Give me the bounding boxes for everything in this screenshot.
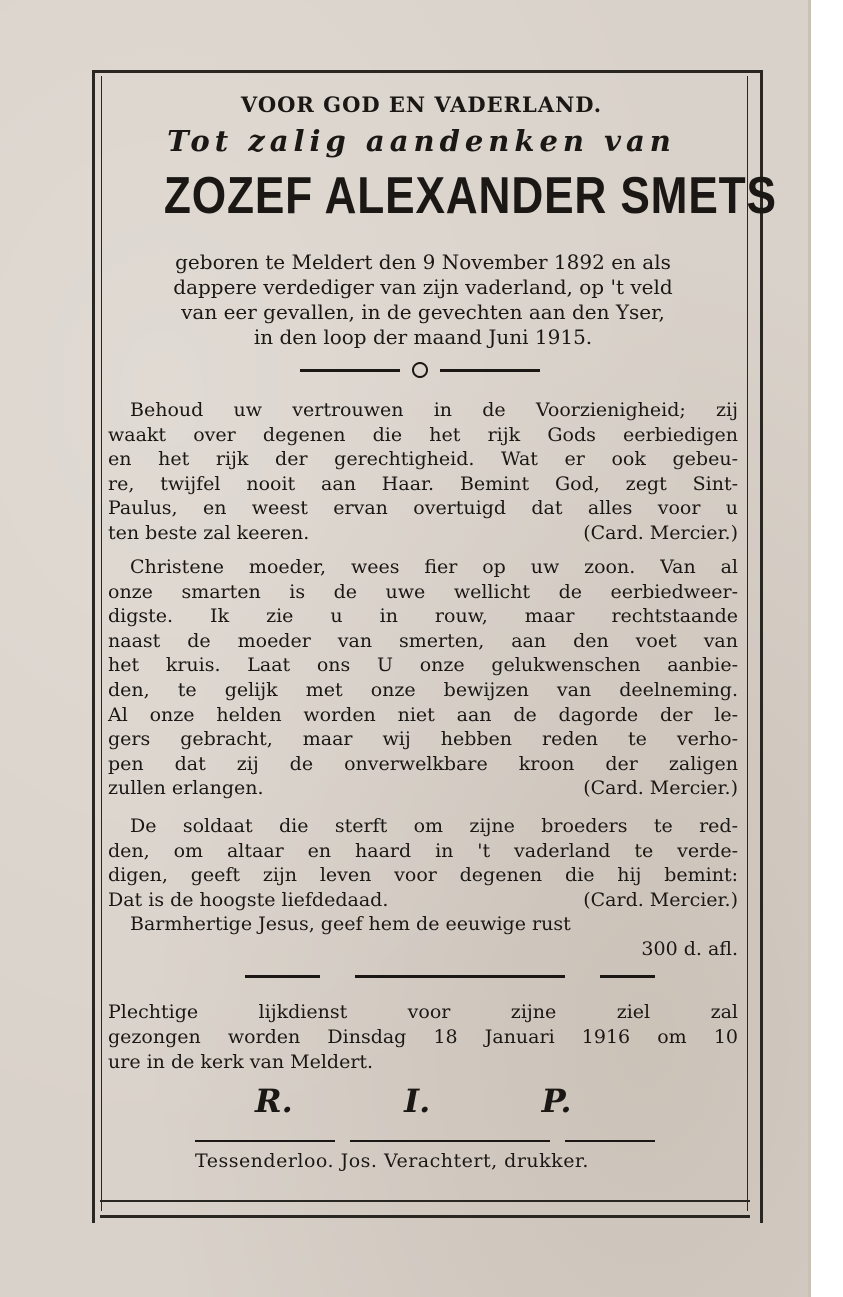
quote-line: en het rijk der gerechtigheid. Wat er ook gebeu-: [108, 448, 738, 471]
attribution: (Card. Mercier.): [583, 777, 738, 800]
separator: [355, 975, 565, 978]
printer-credit: Tessenderloo. Jos. Verachtert, drukker.: [195, 1150, 589, 1172]
prayer-line: Barmhertige Jesus, geef hem de eeuwige rust: [130, 913, 571, 936]
deceased-name: ZOZEF ALEXANDER SMETS: [163, 167, 777, 225]
bottom-rule: [100, 1215, 750, 1218]
quote-line: Al onze helden worden niet aan de dagorde der le-: [108, 703, 738, 726]
separator: [195, 1140, 335, 1142]
quote-1: [108, 398, 738, 546]
quote-line: onze smarten is de uwe wellicht de eerbiedweer-: [108, 580, 738, 603]
quote-last-line: Dat is de hoogste liefdedaad. (Card. Mercier.): [108, 888, 738, 911]
birth-line: van eer gevallen, in de gevechten aan den Yser,: [181, 300, 665, 324]
circle-ornament-icon: [412, 362, 428, 378]
quote-2: [108, 555, 738, 801]
mass-line: gezongen worden Dinsdag 18 Januari 1916 om 10: [108, 1026, 738, 1048]
quote-line: den, om altaar en haard in 't vaderland te verde-: [108, 839, 738, 862]
birth-line: geboren te Meldert den 9 November 1892 en als: [175, 250, 671, 274]
quote-line: waakt over degenen die het rijk Gods eerbiedigen: [108, 423, 738, 446]
funeral-mass-notice: [108, 1000, 738, 1075]
separator: [600, 975, 655, 978]
quote-line: naast de moeder van smerten, aan den voet van: [108, 629, 738, 652]
subtitle: Tot zalig aandenken van: [167, 124, 676, 158]
quote-line: pen dat zij de onverwelkbare kroon der zaligen: [108, 752, 738, 775]
indulgence: 300 d. afl.: [641, 937, 738, 960]
quote-line: digen, geeft zijn leven voor degenen die hij bemint:: [108, 864, 738, 887]
attribution: (Card. Mercier.): [583, 521, 738, 544]
quote-3: [108, 814, 738, 962]
quote-line: Paulus, en weest ervan overtuigd dat alles voor u: [108, 497, 738, 520]
bottom-rule: [100, 1200, 750, 1202]
quote-last-line: ten beste zal keeren. (Card. Mercier.): [108, 521, 738, 544]
ornament-divider: [300, 362, 540, 378]
separator: [565, 1140, 655, 1142]
quote-line: den, te gelijk met onze bewijzen van deelneming.: [108, 678, 738, 701]
quote-line: Christene moeder, wees fier op uw zoon. Van al: [130, 556, 738, 578]
quote-line: het kruis. Laat ons U onze gelukwenschen aanbie-: [108, 654, 738, 677]
quote-line: re, twijfel nooit aan Haar. Bemint God, zegt Sint-: [108, 472, 738, 495]
birth-line: in den loop der maand Juni 1915.: [253, 325, 593, 349]
separator: [245, 975, 320, 978]
quote-line: gers gebracht, maar wij hebben reden te verho-: [108, 728, 738, 751]
quote-last-line: zullen erlangen. (Card. Mercier.): [108, 777, 738, 800]
attribution: (Card. Mercier.): [583, 888, 738, 911]
rip-initials: R. I. P.: [255, 1082, 572, 1120]
quote-line: De soldaat die sterft om zijne broeders te red-: [130, 815, 738, 837]
quote-line: digste. Ik zie u in rouw, maar rechtstaande: [108, 605, 738, 628]
motto: VOOR GOD EN VADERLAND.: [240, 92, 603, 117]
birth-paragraph: [108, 250, 738, 350]
separator: [350, 1140, 550, 1142]
quote-line: Behoud uw vertrouwen in de Voorzienigheid; zij: [130, 399, 738, 421]
birth-line: dappere verdediger van zijn vaderland, op 't veld: [173, 275, 673, 299]
mass-line: Plechtige lijkdienst voor zijne ziel zal: [108, 1001, 738, 1023]
mass-line: ure in de kerk van Meldert.: [108, 1051, 374, 1073]
